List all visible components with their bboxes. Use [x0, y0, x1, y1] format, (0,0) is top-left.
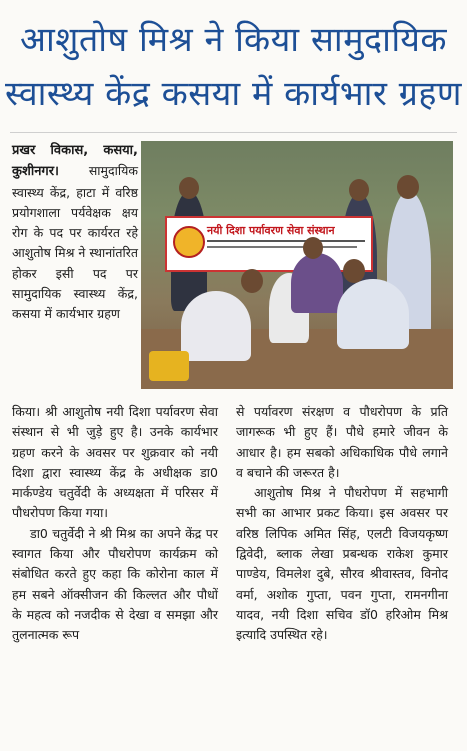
headline	[0, 0, 467, 132]
person-head	[343, 259, 365, 283]
lead-text: सामुदायिक स्वास्थ्य केंद्र, हाटा में वरिष्ठ प्रयोगशाला पर्यवेक्षक क्षय रोग के पद पर कार्यरत रहे आशुतोष मिश्र ने स्थानांतरित होकर इसी पद पर सामुदायिक स्वास्थ्य केंद्र, कसया में कार्यभार ग्रहण	[12, 163, 138, 322]
banner-subtext	[207, 240, 365, 242]
person-head	[397, 175, 419, 199]
banner-title: नयी दिशा पर्यावरण सेवा संस्थान	[207, 224, 335, 237]
paragraph: से पर्यावरण संरक्षण व पौधरोपण के प्रति जागरूक भी हुए हैं। पौधे हमारे जीवन के आधार है। हम सबको अधिकाधिक पौधे लगाने व बचाने की जरूरत है।	[236, 404, 448, 480]
headline-line-2: स्वास्थ्य केंद्र कसया में कार्यभार ग्रहण	[4, 74, 463, 114]
paragraph: किया। श्री आशुतोष नयी दिशा पर्यावरण सेवा संस्थान से भी जुड़े हुए है। उनके कार्यभार ग्रहण करने के अवसर पर शुक्रवार को नयी दिशा द्वारा स्वास्थ्य केंद्र के अधीक्षक डा0 मार्कण्डेय चतुर्वेदी के अध्यक्षता में परिसर में पौधरोपण किया गया।	[12, 404, 218, 521]
divider	[10, 132, 457, 133]
person-figure	[291, 253, 343, 313]
person-head	[349, 179, 369, 201]
headline-line-1: आशुतोष मिश्र ने किया सामुदायिक	[19, 20, 448, 60]
organization-logo-icon	[173, 226, 205, 258]
lead-column	[12, 140, 138, 325]
water-bucket	[149, 351, 189, 381]
person-head	[179, 177, 199, 199]
person-figure	[337, 279, 409, 349]
news-photo	[141, 141, 453, 389]
right-column	[236, 402, 448, 646]
banner-subtext	[207, 246, 357, 248]
paragraph: डा0 चतुर्वेदी ने श्री मिश्र का अपने केंद्र पर स्वागत किया और पौधरोपण कार्यक्रम को संबोधित करते हुए कहा कि कोरोना काल में हम सबने ऑक्सीजन की किल्लत और पौधों के महत्व को नजदीक से देखा व समझा और तुलनात्मक रूप	[12, 525, 218, 643]
paragraph: आशुतोष मिश्र ने पौधरोपण में सहभागी सभी का आभार प्रकट किया। इस अवसर पर वरिष्ठ लिपिक अमित सिंह, एलटी विजयकृष्ण द्विवेदी, ब्लाक लेखा प्रबन्धक राकेश कुमार पाण्डेय, विमलेश दुबे, सौरव श्रीवास्तव, विनोद वर्मा, अशोक गुप्ता, पवन गुप्ता, रामनगीना यादव, नयी दिशा सचिव डॉ0 हरिओम मिश्र इत्यादि उपस्थित रहे।	[236, 485, 448, 643]
person-head	[241, 269, 263, 293]
dateline: प्रखर विकास, कसया, कुशीनगर।	[12, 143, 138, 180]
person-figure	[181, 291, 251, 361]
left-column	[12, 402, 218, 646]
person-head	[303, 237, 323, 259]
organization-banner	[165, 216, 373, 272]
